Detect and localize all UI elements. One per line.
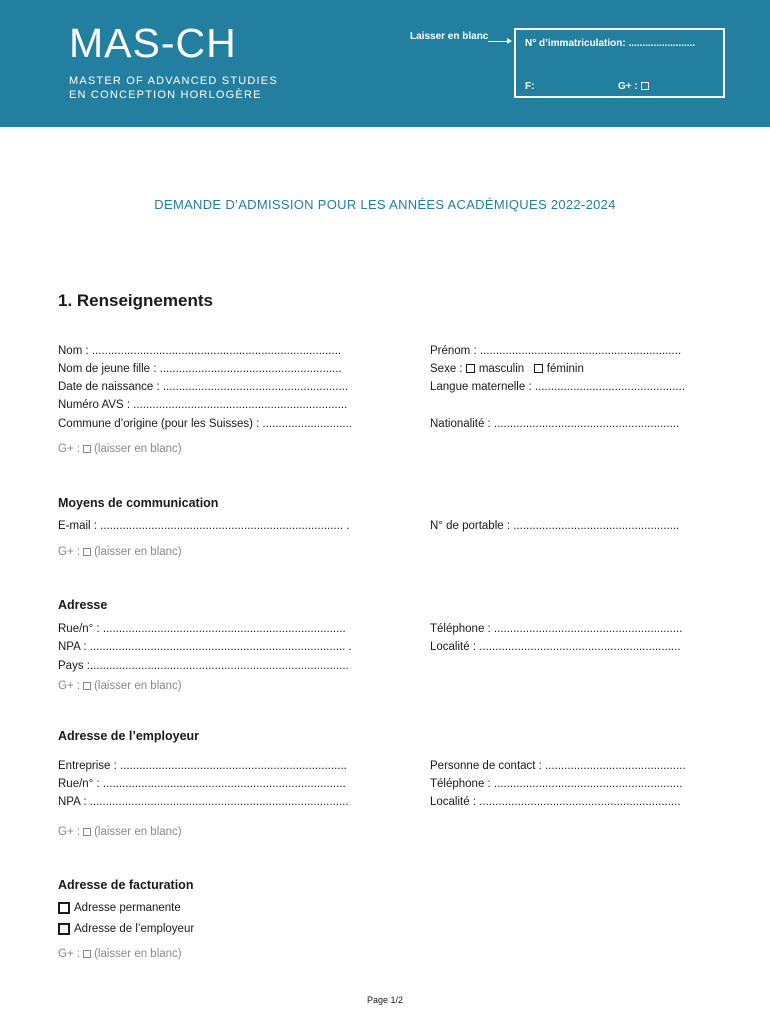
sex-label: Sexe : xyxy=(430,363,463,375)
g-plus-label: G+ : xyxy=(58,948,81,960)
npa-field[interactable]: NPA : ................................................................................ . xyxy=(58,641,352,653)
leave-blank-label: (laisser en blanc) xyxy=(94,546,182,558)
avs-number-field[interactable]: Numéro AVS : ................................................................... xyxy=(58,399,348,411)
section-heading-adresse: Adresse xyxy=(58,598,108,612)
logo-subtitle-line1: MASTER OF ADVANCED STUDIES xyxy=(69,75,278,87)
leave-blank-note: Laisser en blanc xyxy=(410,31,489,42)
checkbox-female[interactable] xyxy=(534,364,543,373)
company-field[interactable]: Entreprise : ....................................................................... xyxy=(58,760,347,772)
prenom-field[interactable]: Prénom : ............................................................... xyxy=(430,345,682,357)
checkbox-icon xyxy=(83,548,91,556)
g-plus-note xyxy=(58,442,182,456)
g-label: G+ : xyxy=(618,81,638,92)
f-field: F: xyxy=(525,81,535,92)
employer-street-field[interactable]: Rue/n° : ............................................................................ xyxy=(58,778,346,790)
logo-subtitle-line2: EN CONCEPTION HORLOGÈRE xyxy=(69,89,262,101)
billing-option-label: Adresse de l’employeur xyxy=(74,923,195,935)
g-plus-label: G+ : xyxy=(58,680,81,692)
female-label: féminin xyxy=(546,363,584,375)
office-use-box xyxy=(514,28,725,98)
leave-blank-label: (laisser en blanc) xyxy=(94,680,182,692)
mobile-field[interactable]: N° de portable : .................................................... xyxy=(430,520,680,532)
section-heading-billing: Adresse de facturation xyxy=(58,878,194,892)
g-plus-label: G+ : xyxy=(58,443,81,455)
maiden-name-field[interactable]: Nom de jeune fille : ......................................................... xyxy=(58,363,342,375)
section-heading-renseignements: 1. Renseignements xyxy=(58,291,213,310)
male-label: masculin xyxy=(478,363,525,375)
country-field[interactable]: Pays :................................................................................. xyxy=(58,660,349,672)
checkbox-icon xyxy=(83,950,91,958)
logo: MAS-CH xyxy=(69,20,237,66)
leave-blank-label: (laisser en blanc) xyxy=(94,948,182,960)
nom-field[interactable]: Nom : .............................................................................. xyxy=(58,345,342,357)
billing-option-label: Adresse permanente xyxy=(74,902,181,914)
header-banner xyxy=(0,0,770,127)
checkbox-male[interactable] xyxy=(466,364,475,373)
g-plus-note xyxy=(58,947,182,961)
matriculation-field: N° d’immatriculation: ........................ xyxy=(525,38,696,49)
g-plus-note xyxy=(58,825,182,839)
checkbox-permanent[interactable] xyxy=(58,902,70,914)
g-plus-label: G+ : xyxy=(58,546,81,558)
nationality-field[interactable]: Nationalité : .......................................................... xyxy=(430,418,680,430)
sex-field xyxy=(430,362,584,376)
street-field[interactable]: Rue/n° : ............................................................................ xyxy=(58,623,346,635)
birthdate-field[interactable]: Date de naissance : .......................................................... xyxy=(58,381,349,393)
page-number: Page 1/2 xyxy=(366,995,404,1005)
section-heading-communication: Moyens de communication xyxy=(58,496,219,510)
checkbox-icon xyxy=(641,82,649,90)
employer-phone-field[interactable]: Téléphone : ........................................................... xyxy=(430,778,683,790)
g-plus-note xyxy=(58,545,182,559)
leave-blank-label: (laisser en blanc) xyxy=(94,443,182,455)
billing-option-permanent[interactable] xyxy=(58,901,181,915)
phone-field[interactable]: Téléphone : ........................................................... xyxy=(430,623,683,635)
language-field[interactable]: Langue maternelle : ............................................... xyxy=(430,381,686,393)
employer-npa-field[interactable]: NPA : ................................................................................. xyxy=(58,796,349,808)
checkbox-icon xyxy=(83,828,91,836)
g-plus-label: G+ : xyxy=(58,826,81,838)
contact-person-field[interactable]: Personne de contact : ............................................ xyxy=(430,760,686,772)
leave-blank-label: (laisser en blanc) xyxy=(94,826,182,838)
email-field[interactable]: E-mail : ............................................................................ . xyxy=(58,520,350,532)
locality-field[interactable]: Localité : ............................................................... xyxy=(430,641,681,653)
commune-field[interactable]: Commune d’origine (pour les Suisses) : ............................ xyxy=(58,418,352,430)
section-heading-employer: Adresse de l’employeur xyxy=(58,729,200,743)
employer-locality-field[interactable]: Localité : ............................................................... xyxy=(430,796,681,808)
checkbox-icon xyxy=(83,445,91,453)
g-field xyxy=(618,81,649,92)
arrow-icon xyxy=(488,41,510,42)
page-title: DEMANDE D’ADMISSION POUR LES ANNÉES ACADÉMIQUES 2022-2024 xyxy=(154,197,616,212)
checkbox-icon xyxy=(83,682,91,690)
checkbox-employer[interactable] xyxy=(58,923,70,935)
billing-option-employer[interactable] xyxy=(58,922,194,936)
g-plus-note xyxy=(58,679,182,693)
